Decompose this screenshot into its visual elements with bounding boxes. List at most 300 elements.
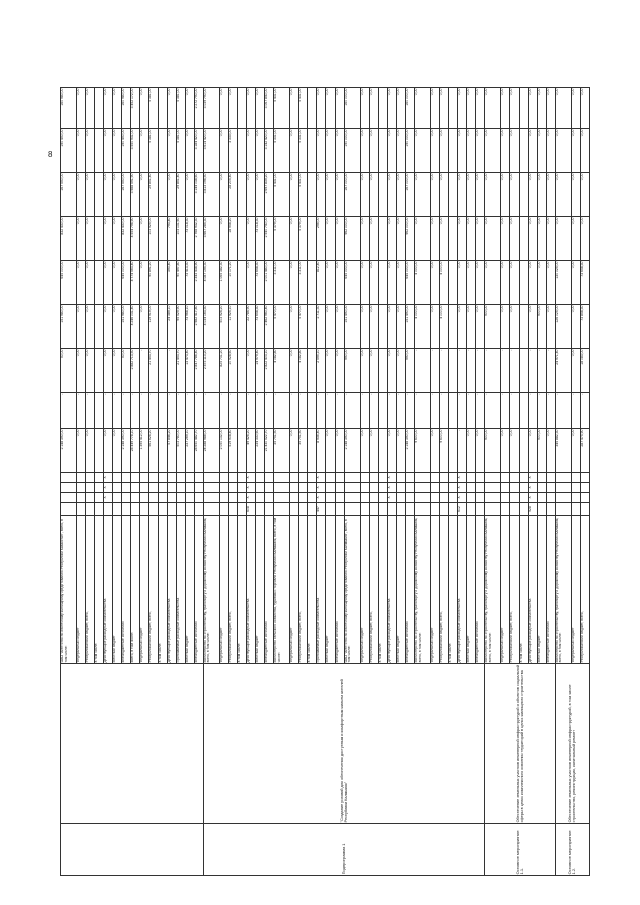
amount-cell: - xyxy=(501,393,510,429)
amount-cell: 0,00 xyxy=(290,429,299,473)
amount-cell: 2 148 390,00 xyxy=(405,429,414,473)
amount-cell xyxy=(308,393,317,429)
code-cell xyxy=(580,503,589,516)
class-mark-cell: X xyxy=(317,473,326,483)
amount-cell: 14 979,40 xyxy=(256,349,265,393)
amount-cell xyxy=(378,129,387,173)
amount-cell: 29 851,40 xyxy=(149,173,158,217)
code-cell xyxy=(61,503,77,516)
source-name-cell: Действующие расходные обязательства xyxy=(104,516,113,664)
amount-cell: 0,00 xyxy=(458,305,467,349)
amount-cell: 90 891,20 xyxy=(149,261,158,305)
amount-cell: 50,00 xyxy=(61,349,77,393)
amount-cell: 0,00 xyxy=(476,305,485,349)
source-name-cell: в том числе: xyxy=(237,516,246,664)
amount-cell: - xyxy=(194,393,203,429)
source-name-cell: Республиканский бюджет, всего, xyxy=(86,516,95,664)
amount-cell: 393,40 xyxy=(167,261,176,305)
amount-cell: 0,00 xyxy=(335,88,344,129)
source-name-cell: Федеральный бюджет xyxy=(360,516,369,664)
amount-cell: 0,00 xyxy=(467,88,476,129)
amount-cell xyxy=(158,349,167,393)
amount-cell xyxy=(378,429,387,473)
amount-cell: 3 142 420,00 xyxy=(265,129,274,173)
amount-cell: 0,00 xyxy=(335,217,344,261)
amount-cell: 0,00 xyxy=(396,429,405,473)
program-title-cell: "Создание условий для обеспечения доступным и комфортным жильем жителей Республики Калмыкия" xyxy=(203,664,485,824)
class-mark-cell xyxy=(440,473,449,483)
code-cell xyxy=(194,503,203,516)
amount-cell: 0,00 xyxy=(485,217,501,261)
amount-cell: - xyxy=(203,393,219,429)
class-mark-cell xyxy=(122,493,131,503)
class-mark-cell xyxy=(265,493,274,503)
amount-cell: 0,00 xyxy=(360,173,369,217)
code-cell xyxy=(299,503,308,516)
amount-cell: 0,00 xyxy=(431,217,440,261)
amount-cell: 0,00 xyxy=(104,173,113,217)
class-mark-cell xyxy=(546,473,555,483)
amount-cell: 0,00 xyxy=(440,173,449,217)
amount-cell xyxy=(519,349,528,393)
amount-cell: - xyxy=(405,393,414,429)
amount-cell: 5 379,00 xyxy=(299,217,308,261)
code-cell xyxy=(571,503,580,516)
amount-cell: 3 311,00 xyxy=(274,261,290,305)
class-mark-cell xyxy=(405,473,414,483)
amount-cell: 90 497,80 xyxy=(176,261,185,305)
amount-cell: 167 550,00 xyxy=(61,173,77,217)
class-mark-cell xyxy=(158,483,167,493)
amount-cell: 0,00 xyxy=(104,129,113,173)
class-mark-cell xyxy=(274,493,290,503)
class-mark-cell xyxy=(431,493,440,503)
class-mark-cell xyxy=(326,483,335,493)
source-name-cell: Местный бюджет xyxy=(467,516,476,664)
code-cell: 928 xyxy=(528,503,537,516)
amount-cell: - xyxy=(458,349,467,393)
amount-cell xyxy=(378,261,387,305)
amount-cell: 2 343 438,90 xyxy=(194,261,203,305)
amount-cell: - xyxy=(396,393,405,429)
amount-cell: 2 148 390,00 xyxy=(61,429,77,473)
amount-cell: 21 430 522,70 xyxy=(265,429,274,473)
source-name-cell: Федеральный бюджет xyxy=(140,516,149,664)
amount-cell: 0,00 xyxy=(77,349,86,393)
amount-cell: 160 000,00 xyxy=(344,88,360,129)
code-cell xyxy=(203,503,219,516)
amount-cell: 0,00 xyxy=(326,349,335,393)
amount-cell: 0,00 xyxy=(580,88,589,129)
amount-cell: 0,00 xyxy=(104,261,113,305)
amount-cell: 832 430,00 xyxy=(122,217,131,261)
class-mark-cell xyxy=(378,483,387,493)
source-name-cell: Местный бюджет xyxy=(537,516,546,664)
code-cell xyxy=(414,503,430,516)
amount-cell: 0,00 xyxy=(485,261,501,305)
class-mark-cell xyxy=(122,473,131,483)
class-mark-cell xyxy=(537,473,546,483)
class-mark-cell xyxy=(546,493,555,503)
amount-cell: 2 050 132,00 xyxy=(219,429,228,473)
class-mark-cell: X xyxy=(247,493,256,503)
amount-cell: 57 846,20 xyxy=(167,429,176,473)
class-mark-cell xyxy=(501,473,510,483)
code-cell xyxy=(86,503,95,516)
class-mark-cell xyxy=(440,483,449,493)
class-mark-cell xyxy=(571,473,580,483)
amount-cell: 0,00 xyxy=(501,217,510,261)
amount-cell: 561 626,20 xyxy=(149,429,158,473)
amount-cell: 237 269,10 xyxy=(185,429,194,473)
code-cell xyxy=(265,503,274,516)
amount-cell: - xyxy=(360,393,369,429)
amount-cell: 18 083,00 xyxy=(580,349,589,393)
amount-cell: 160 980,00 xyxy=(61,88,77,129)
amount-cell: 73 018,30 xyxy=(185,217,194,261)
class-mark-cell xyxy=(510,473,519,483)
amount-cell: 0,00 xyxy=(247,217,256,261)
class-mark-cell: X xyxy=(247,473,256,483)
class-mark-cell xyxy=(299,473,308,483)
amount-cell: 151 980,00 xyxy=(122,305,131,349)
amount-cell: 0,00 xyxy=(546,305,555,349)
class-mark-cell xyxy=(113,493,122,503)
amount-cell xyxy=(449,393,458,429)
source-name-cell: Внебюджетные источники xyxy=(405,516,414,664)
amount-cell: 5 431,00 xyxy=(299,88,308,129)
class-mark-cell xyxy=(113,473,122,483)
amount-cell: 0,00 xyxy=(501,261,510,305)
amount-cell: 0,00 xyxy=(290,173,299,217)
amount-cell: 0,00 xyxy=(335,349,344,393)
amount-cell: 9 600,00 xyxy=(440,429,449,473)
class-mark-cell xyxy=(256,493,265,503)
amount-cell: 2 697 839,20 xyxy=(265,173,274,217)
code-cell xyxy=(176,503,185,516)
amount-cell: - xyxy=(414,393,430,429)
code-cell xyxy=(378,503,387,516)
amount-cell: 2 595,10 xyxy=(317,349,326,393)
amount-cell: 2 540 740,00 xyxy=(265,217,274,261)
amount-cell: 0,00 xyxy=(77,217,86,261)
class-mark-cell xyxy=(219,483,228,493)
amount-cell xyxy=(519,261,528,305)
code-cell xyxy=(290,503,299,516)
amount-cell: 0,00 xyxy=(467,261,476,305)
amount-cell: 0,00 xyxy=(528,261,537,305)
class-mark-cell xyxy=(431,483,440,493)
amount-cell: - xyxy=(440,349,449,393)
class-mark-cell xyxy=(256,473,265,483)
amount-cell: 9 600,00 xyxy=(414,429,430,473)
source-name-cell: Министерство по строительству, транспорту и дорожному хозяйству Республики Калмыкия, всего, в том числе: xyxy=(485,516,501,664)
amount-cell: 0,00 xyxy=(414,217,430,261)
amount-cell: 0,00 xyxy=(528,129,537,173)
class-mark-cell: X xyxy=(247,483,256,493)
amount-cell: 0,00 xyxy=(247,173,256,217)
source-name-cell: в том числе: xyxy=(519,516,528,664)
amount-cell: 151 980,00 xyxy=(61,305,77,349)
amount-cell: 0,00 xyxy=(290,129,299,173)
amount-cell: 0,00 xyxy=(104,305,113,349)
class-mark-cell: X xyxy=(458,493,467,503)
amount-cell: 0,00 xyxy=(546,88,555,129)
class-mark-cell xyxy=(228,493,237,503)
source-name-cell: Принимаемые расходные обязательства xyxy=(317,516,326,664)
code-cell xyxy=(185,503,194,516)
class-mark-cell: X xyxy=(528,493,537,503)
class-mark-cell xyxy=(176,473,185,483)
class-mark-cell xyxy=(510,483,519,493)
amount-cell: 645 000,00 xyxy=(122,261,131,305)
amount-cell: 0,00 xyxy=(467,429,476,473)
amount-cell: 0,00 xyxy=(396,305,405,349)
amount-cell: 0,00 xyxy=(219,173,228,217)
amount-cell: 5 381,00 xyxy=(176,129,185,173)
amount-cell: 190 450,00 xyxy=(122,129,131,173)
class-mark-cell xyxy=(167,473,176,483)
code-cell xyxy=(431,503,440,516)
class-mark-cell: X xyxy=(104,483,113,493)
amount-cell: 0,00 xyxy=(528,429,537,473)
amount-cell: 0,00 xyxy=(458,173,467,217)
code-cell xyxy=(546,503,555,516)
amount-cell: 0,00 xyxy=(396,217,405,261)
amount-cell: 4 082,80 xyxy=(299,349,308,393)
amount-cell: 0,00 xyxy=(360,88,369,129)
class-mark-cell xyxy=(326,473,335,483)
amount-cell: 0,00 xyxy=(485,173,501,217)
amount-cell: - xyxy=(387,393,396,429)
amount-cell: 0,00 xyxy=(317,88,326,129)
amount-cell: - xyxy=(247,393,256,429)
amount-cell: 0,00 xyxy=(387,88,396,129)
source-name-cell: Министерство по строительству, транспорту и дорожному хозяйству Республики Калмыкия, всего, в том числе: xyxy=(555,516,571,664)
code-cell xyxy=(344,503,360,516)
amount-cell: - xyxy=(219,393,228,429)
amount-cell: 28 650 482,70 xyxy=(194,429,203,473)
amount-cell: 0,00 xyxy=(396,173,405,217)
code-cell xyxy=(167,503,176,516)
amount-cell: 0,00 xyxy=(537,217,546,261)
code-cell xyxy=(228,503,237,516)
class-mark-cell xyxy=(61,473,77,483)
class-mark-cell xyxy=(77,483,86,493)
amount-cell: 0,00 xyxy=(396,261,405,305)
amount-cell: 0,00 xyxy=(317,173,326,217)
amount-cell xyxy=(378,393,387,429)
class-mark-cell xyxy=(203,493,219,503)
amount-cell: 2 822 403,10 xyxy=(265,349,274,393)
amount-cell: 0,00 xyxy=(167,173,176,217)
amount-cell: 3 667 285,30 xyxy=(203,217,219,261)
amount-cell: 3 550 931,00 xyxy=(131,129,140,173)
amount-cell xyxy=(158,429,167,473)
source-name-cell: Всего, в том числе: xyxy=(131,516,140,664)
amount-cell: 0,00 xyxy=(185,88,194,129)
amount-cell: - xyxy=(335,393,344,429)
source-name-cell: Республиканский бюджет, всего, xyxy=(580,516,589,664)
amount-cell: 990,00 xyxy=(344,349,360,393)
amount-cell: 5 331,00 xyxy=(299,129,308,173)
class-mark-cell xyxy=(414,493,430,503)
amount-cell: 825 731,20 xyxy=(219,349,228,393)
amount-cell: - xyxy=(528,349,537,393)
amount-cell: 0,00 xyxy=(290,305,299,349)
class-mark-cell xyxy=(555,473,571,483)
amount-cell: - xyxy=(131,393,140,429)
class-mark-cell xyxy=(299,493,308,503)
program-cell: Подпрограмма 1 xyxy=(203,824,485,876)
class-mark-cell xyxy=(228,483,237,493)
class-mark-cell xyxy=(194,473,203,483)
class-mark-cell xyxy=(274,473,290,483)
amount-cell: 0,00 xyxy=(571,349,580,393)
class-mark-cell: X xyxy=(104,473,113,483)
amount-cell: 345 882,30 xyxy=(555,429,571,473)
amount-cell: 0,00 xyxy=(326,305,335,349)
amount-cell: 0,00 xyxy=(476,217,485,261)
class-mark-cell xyxy=(77,493,86,503)
class-mark-cell xyxy=(149,483,158,493)
amount-cell: - xyxy=(458,393,467,429)
amount-cell: 0,00 xyxy=(546,429,555,473)
amount-cell: 28 449 778,10 xyxy=(131,429,140,473)
amount-cell: 0,00 xyxy=(571,173,580,217)
class-mark-cell: X xyxy=(458,473,467,483)
amount-cell: 0,00 xyxy=(467,217,476,261)
class-mark-cell xyxy=(369,483,378,493)
code-cell xyxy=(440,503,449,516)
amount-cell: - xyxy=(317,393,326,429)
amount-cell: 832 430,00 xyxy=(61,217,77,261)
amount-cell: 126 025,00 xyxy=(555,305,571,349)
amount-cell: 22 784,90 xyxy=(247,305,256,349)
code-cell xyxy=(360,503,369,516)
program-title-cell: Обеспечение земельных участков инженерной инфраструктурой и объектов социальной сферы в целях комплексного освоения территорий в целях жилищного строительства xyxy=(485,664,555,824)
amount-cell: 0,00 xyxy=(431,129,440,173)
class-mark-cell xyxy=(86,493,95,503)
amount-cell: 0,00 xyxy=(555,173,571,217)
amount-cell: 10 171,20 xyxy=(228,261,237,305)
source-name-cell: Внебюджетные источники xyxy=(194,516,203,664)
code-cell xyxy=(219,503,228,516)
amount-cell: 0,00 xyxy=(387,173,396,217)
amount-cell: 0,00 xyxy=(396,88,405,129)
class-mark-cell xyxy=(335,493,344,503)
amount-cell: 3 988 591,90 xyxy=(131,173,140,217)
amount-cell: 0,00 xyxy=(256,129,265,173)
amount-cell: 167 550,00 xyxy=(122,173,131,217)
source-name-cell: Республиканский бюджет, всего, xyxy=(440,516,449,664)
amount-cell: 0,00 xyxy=(476,88,485,129)
source-name-cell: ОАО "Агентство по ипотечному жилищному кредитованию Республики Калмыкия", всего, в том числе: xyxy=(344,516,360,664)
amount-cell: - xyxy=(476,393,485,429)
class-mark-cell xyxy=(149,493,158,503)
code-cell xyxy=(104,503,113,516)
amount-cell: 3 067 840,00 xyxy=(265,88,274,129)
amount-cell: 0,00 xyxy=(467,173,476,217)
class-mark-cell xyxy=(571,483,580,493)
amount-cell: 0,00 xyxy=(247,88,256,129)
class-mark-cell xyxy=(360,473,369,483)
code-cell xyxy=(510,503,519,516)
amount-cell: 3 144 038,60 xyxy=(194,173,203,217)
amount-cell: 24 389,10 xyxy=(167,305,176,349)
amount-cell: 0,00 xyxy=(458,261,467,305)
amount-cell: 0,00 xyxy=(86,349,95,393)
amount-cell: 35 751,50 xyxy=(274,429,290,473)
amount-cell: 0,00 xyxy=(501,429,510,473)
amount-cell: 0,00 xyxy=(167,88,176,129)
amount-cell: 0,00 xyxy=(537,173,546,217)
amount-cell: 151 490,00 xyxy=(405,305,414,349)
amount-cell: 0,00 xyxy=(86,261,95,305)
amount-cell: 0,00 xyxy=(326,429,335,473)
amount-cell: 0,00 xyxy=(369,349,378,393)
amount-cell: - xyxy=(546,349,555,393)
code-cell xyxy=(140,503,149,516)
amount-cell: 0,00 xyxy=(458,88,467,129)
amount-cell: 0,00 xyxy=(476,173,485,217)
class-mark-cell xyxy=(414,483,430,493)
amount-cell: 0,00 xyxy=(140,217,149,261)
amount-cell: 0,00 xyxy=(546,129,555,173)
amount-cell: 24 971,40 xyxy=(555,349,571,393)
amount-cell: 5 431,00 xyxy=(274,173,290,217)
amount-cell: 0,00 xyxy=(467,129,476,173)
amount-cell: 0,00 xyxy=(440,217,449,261)
source-name-cell: Республиканский бюджет, всего, xyxy=(149,516,158,664)
amount-cell xyxy=(519,129,528,173)
amount-cell xyxy=(449,429,458,473)
source-name-cell: Республиканский бюджет, всего, xyxy=(228,516,237,664)
finance-table xyxy=(60,87,590,876)
amount-cell: 0,00 xyxy=(571,429,580,473)
class-mark-cell xyxy=(476,493,485,503)
amount-cell: 0,00 xyxy=(317,129,326,173)
amount-cell: 0,00 xyxy=(369,429,378,473)
code-cell xyxy=(369,503,378,516)
amount-cell: 0,00 xyxy=(528,88,537,129)
amount-cell: 0,00 xyxy=(77,88,86,129)
amount-cell: 645 000,00 xyxy=(344,261,360,305)
amount-cell: 0,00 xyxy=(440,88,449,129)
amount-cell: 3 452 172,00 xyxy=(131,88,140,129)
source-name-cell: Внебюджетные источники xyxy=(476,516,485,664)
amount-cell: 0,00 xyxy=(571,261,580,305)
amount-cell: 119 919,00 xyxy=(149,305,158,349)
amount-cell: 160 980,00 xyxy=(122,88,131,129)
amount-cell: 2 462 960,40 xyxy=(265,305,274,349)
amount-cell: 2 768 932,30 xyxy=(194,217,203,261)
amount-cell: 0,00 xyxy=(537,261,546,305)
amount-cell: 0,00 xyxy=(140,88,149,129)
code-cell: 447 xyxy=(317,503,326,516)
amount-cell: 5 331,00 xyxy=(274,129,290,173)
code-cell xyxy=(387,503,396,516)
class-mark-cell xyxy=(467,473,476,483)
class-mark-cell xyxy=(580,473,589,483)
amount-cell xyxy=(158,305,167,349)
amount-cell: 0,00 xyxy=(140,173,149,217)
class-mark-cell xyxy=(122,483,131,493)
amount-cell: 0,00 xyxy=(501,88,510,129)
amount-cell: 73 658,30 xyxy=(256,261,265,305)
amount-cell: 0,00 xyxy=(86,429,95,473)
amount-cell: 0,00 xyxy=(369,305,378,349)
